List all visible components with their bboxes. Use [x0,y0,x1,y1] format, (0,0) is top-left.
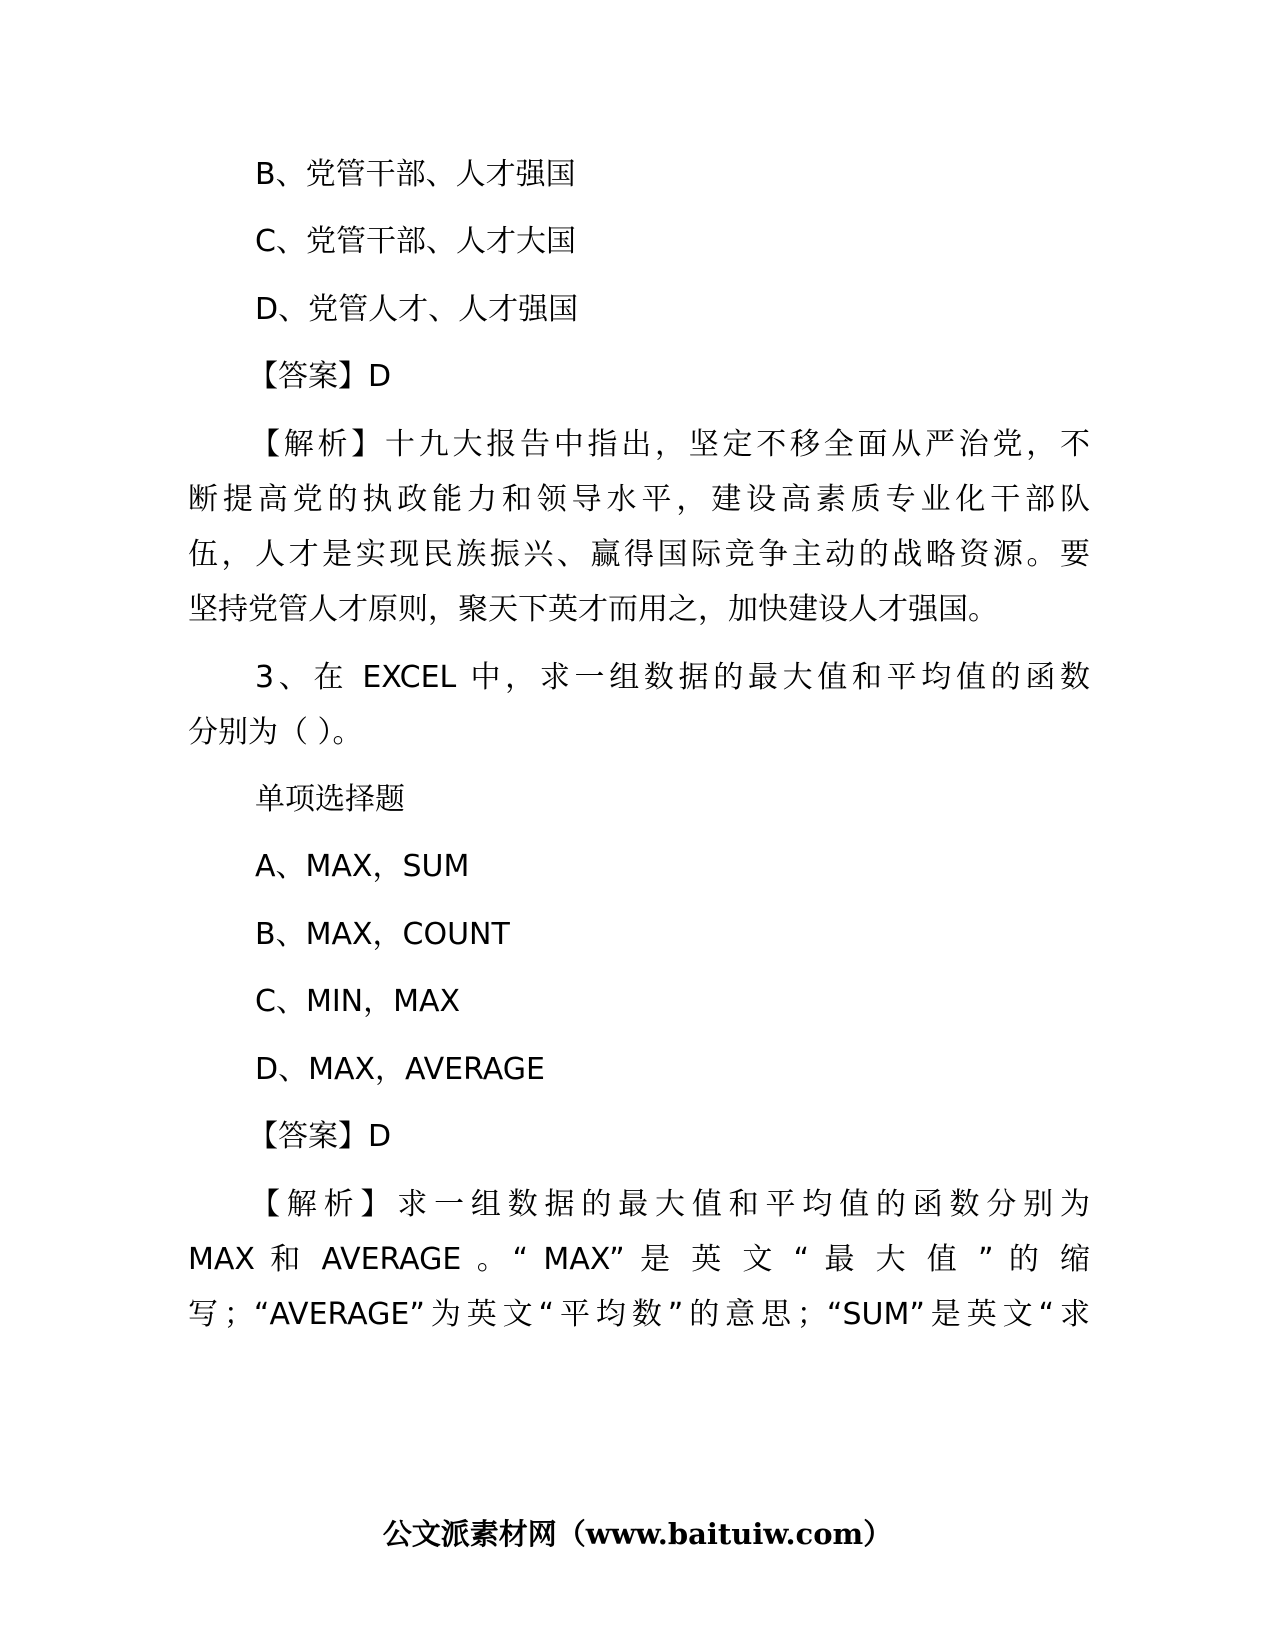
q2-answer: 【答案】D [248,359,392,394]
q3-question-line-2: 分别为（ ）。 [188,715,363,750]
q2-analysis-line-1: 【解析】十九大报告中指出，坚定不移全面从严治党，不 [250,427,1090,462]
q3-option-b: B、MAX，COUNT [255,917,510,952]
q3-analysis-line-3: 写；“AVERAGE”为英文“平均数”的意思；“SUM”是英文“求 [188,1297,1090,1332]
q3-question-type: 单项选择题 [255,782,405,817]
q3-question-line-1: 3、在 EXCEL 中，求一组数据的最大值和平均值的函数 [255,660,1090,695]
q2-analysis-line-3: 伍，人才是实现民族振兴、赢得国际竞争主动的战略资源。要 [188,537,1090,572]
q2-option-b: B、党管干部、人才强国 [255,157,576,192]
q3-option-a: A、MAX，SUM [255,849,470,884]
q3-option-c: C、MIN，MAX [255,984,461,1019]
q2-option-d: D、党管人才、人才强国 [255,292,579,327]
footer-site-credit: 公文派素材网（www.baituiw.com） [382,1517,893,1551]
q3-answer: 【答案】D [248,1119,392,1154]
q3-option-d: D、MAX，AVERAGE [255,1052,545,1087]
q2-analysis-line-4: 坚持党管人才原则，聚天下英才而用之，加快建设人才强国。 [188,592,998,627]
q3-analysis-line-2: MAX 和 AVERAGE 。“ MAX” 是 英 文 “ 最 大 值 ” 的 缩 [188,1242,1090,1277]
q2-analysis-line-2: 断提高党的执政能力和领导水平，建设高素质专业化干部队 [188,482,1090,517]
q3-analysis-line-1: 【解析】求一组数据的最大值和平均值的函数分别为 [250,1187,1090,1222]
q2-option-c: C、党管干部、人才大国 [255,224,576,259]
